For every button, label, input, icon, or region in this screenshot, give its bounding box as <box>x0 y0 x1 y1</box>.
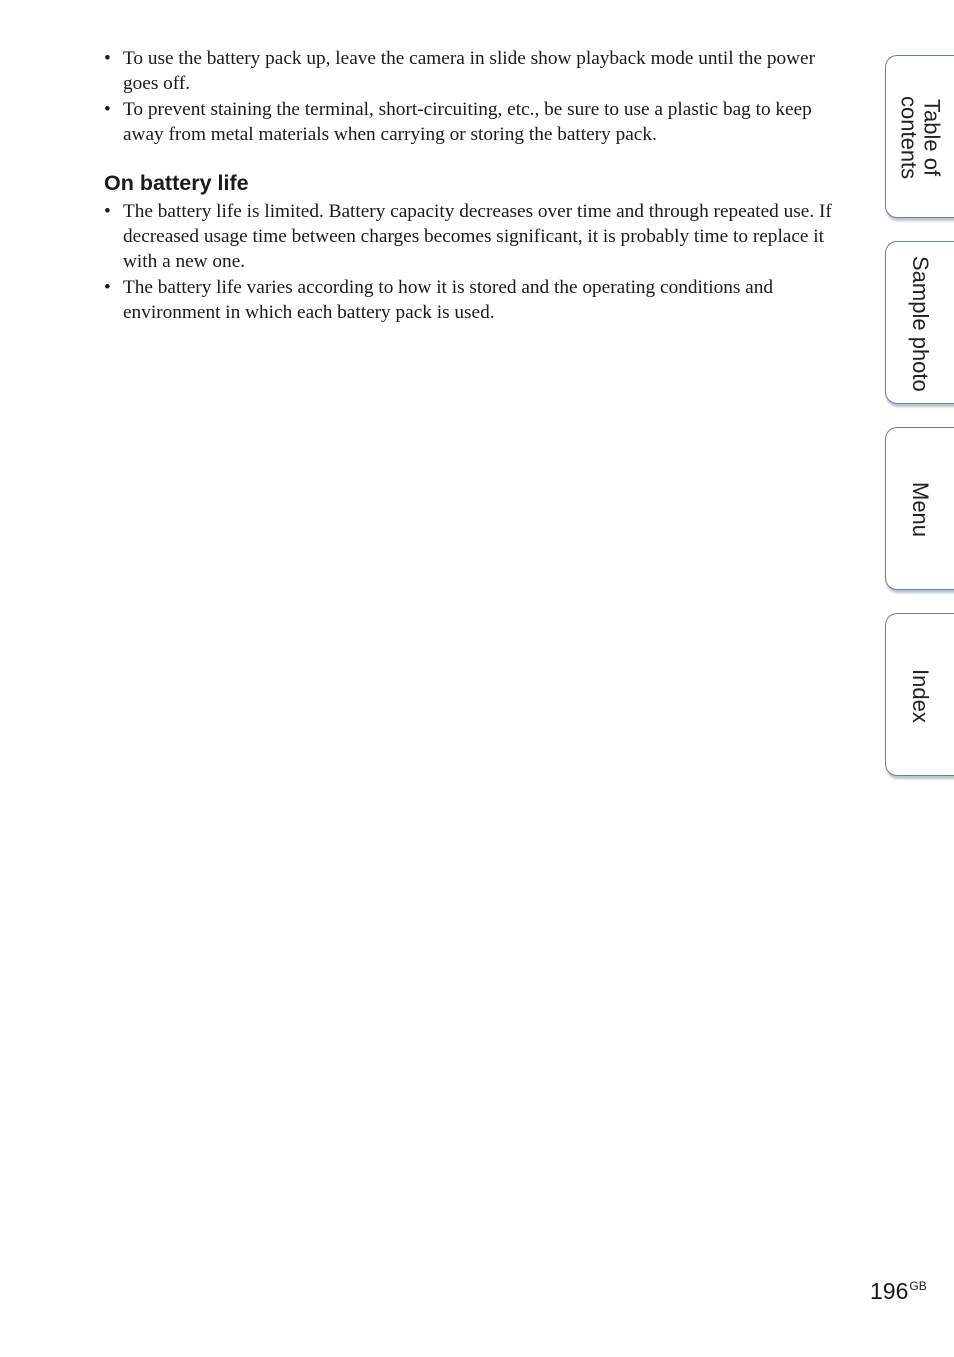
list-item <box>104 97 849 148</box>
tab-label: Index <box>908 668 933 723</box>
section-heading: On battery life <box>104 170 249 195</box>
list-item-text: To prevent staining the terminal, short-circuiting, etc., be sure to use a plastic bag to keep away from metal materials when carrying or storing the battery pack. <box>123 98 812 146</box>
tab-label-wrapper <box>886 56 954 219</box>
page-number-value: 196 <box>870 1278 909 1304</box>
tab-table-of-contents[interactable] <box>885 55 954 218</box>
tab-label: Table of contents <box>896 95 945 180</box>
intro-bullet-list <box>104 46 849 148</box>
list-item-text: The battery life varies according to how it is stored and the operating conditions and environment in which each battery pack is used. <box>123 276 774 324</box>
bullet-glyph: • <box>104 48 111 69</box>
page-number-suffix: GB <box>909 1279 927 1293</box>
list-item-text: To use the battery pack up, leave the camera in slide show playback mode until the power goes off. <box>123 48 816 95</box>
tab-menu[interactable] <box>885 427 954 590</box>
list-item <box>104 46 849 97</box>
tab-label-wrapper <box>886 242 954 405</box>
page-content <box>104 46 849 326</box>
list-item <box>104 199 849 275</box>
bullet-glyph: • <box>104 200 111 222</box>
battery-life-bullet-list <box>104 199 849 326</box>
tab-label-wrapper <box>886 614 954 777</box>
list-item <box>104 275 849 326</box>
tab-label-wrapper <box>886 428 954 591</box>
list-item-text: The battery life is limited. Battery capacity decreases over time and through repeated use. If decreased usage time between charges becomes significant, it is probably time to replace it with a new one. <box>123 200 832 273</box>
bullet-glyph: • <box>104 98 111 120</box>
tab-sample-photo[interactable] <box>885 241 954 404</box>
bullet-glyph: • <box>104 276 111 298</box>
page-number <box>870 1278 927 1305</box>
tab-label: Menu <box>908 481 933 538</box>
tab-index[interactable] <box>885 613 954 776</box>
tab-label: Sample photo <box>908 255 933 392</box>
